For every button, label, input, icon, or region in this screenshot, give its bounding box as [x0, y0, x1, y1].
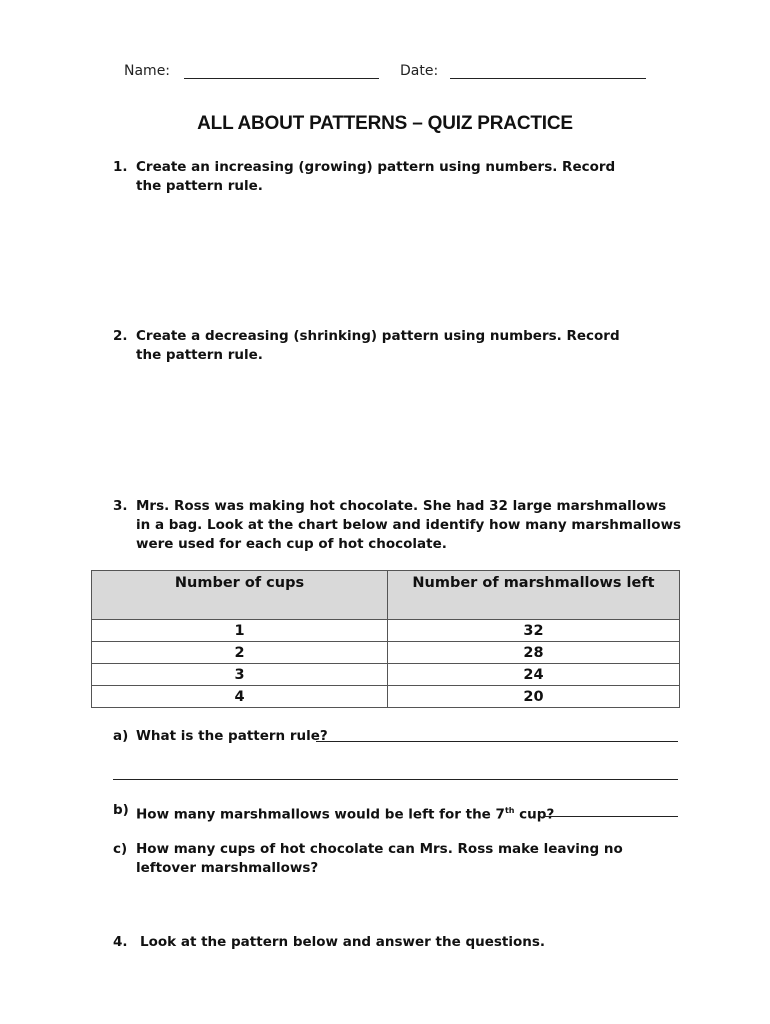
marshmallow-table: [91, 570, 680, 708]
date-field[interactable]: [450, 78, 646, 79]
question-4-number: 4.: [113, 934, 128, 950]
table-row: [92, 642, 680, 664]
question-1-number: 1.: [113, 159, 128, 175]
cups-cell: 1: [92, 620, 388, 642]
answer-a-line-1[interactable]: [316, 741, 678, 742]
table-row: [92, 664, 680, 686]
table-row: [92, 620, 680, 642]
subquestion-c-text: How many cups of hot chocolate can Mrs. Ross make leaving no leftover marshmallows?: [136, 841, 623, 876]
marshmallows-cell: 24: [388, 664, 680, 686]
subquestion-c-label: c): [113, 841, 128, 857]
subquestion-b-sup: th: [504, 806, 515, 815]
marshmallows-cell: 20: [388, 686, 680, 708]
subquestion-b-label: b): [113, 802, 129, 818]
answer-b-line[interactable]: [543, 816, 678, 817]
column-header-cups: Number of cups: [92, 571, 388, 620]
page-title: ALL ABOUT PATTERNS – QUIZ PRACTICE: [197, 113, 573, 134]
table-row: [92, 686, 680, 708]
question-4-text: Look at the pattern below and answer the questions.: [140, 934, 546, 950]
cups-cell: 4: [92, 686, 388, 708]
column-header-marshmallows: Number of marshmallows left: [388, 571, 680, 620]
subquestion-a-text: What is the pattern rule?: [136, 728, 328, 744]
cups-cell: 2: [92, 642, 388, 664]
subquestion-a-label: a): [113, 728, 129, 744]
question-2-number: 2.: [113, 328, 128, 344]
question-1-text: Create an increasing (growing) pattern using numbers. Record the pattern rule.: [136, 159, 616, 194]
cups-cell: 3: [92, 664, 388, 686]
name-field[interactable]: [184, 78, 379, 79]
subquestion-b-text-after: cup?: [514, 806, 555, 823]
question-3-number: 3.: [113, 498, 128, 514]
answer-a-line-2[interactable]: [113, 779, 678, 780]
subquestion-b-text-before: How many marshmallows would be left for the 7: [136, 806, 505, 823]
question-2-text: Create a decreasing (shrinking) pattern using numbers. Record the pattern rule.: [136, 328, 620, 363]
marshmallows-cell: 32: [388, 620, 680, 642]
question-3-text: Mrs. Ross was making hot chocolate. She had 32 large marshmallows in a bag. Look at the chart below and identify how many marshmallows were used for each cup of hot chocolate.: [136, 498, 682, 552]
subquestion-b-text: [136, 801, 554, 825]
name-label: Name:: [124, 63, 171, 79]
date-label: Date:: [400, 63, 439, 79]
table-header-row: [92, 571, 680, 620]
marshmallows-cell: 28: [388, 642, 680, 664]
